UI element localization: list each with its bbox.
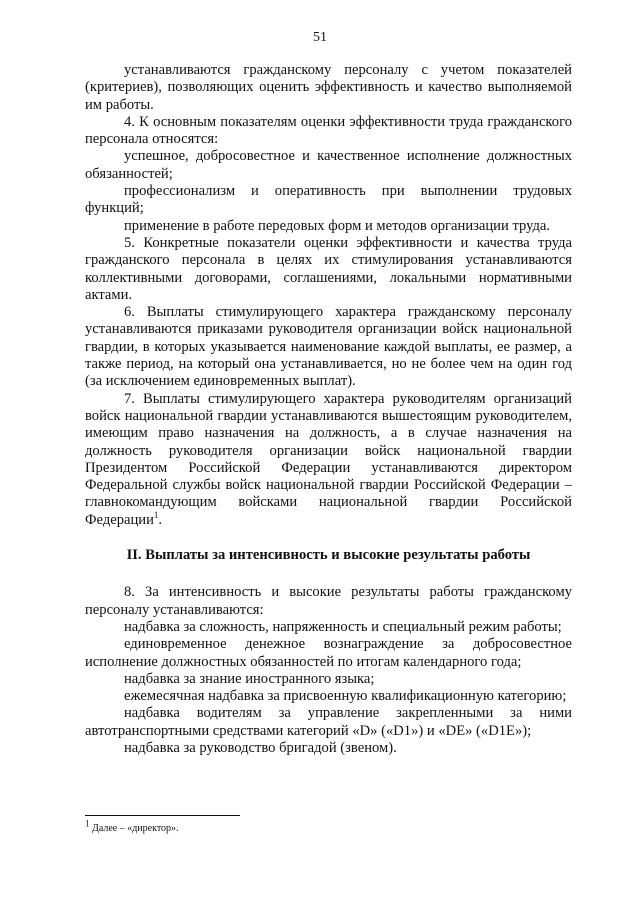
footnote-text: Далее – «директор». [92,823,179,834]
paragraph: надбавка водителям за управление закрепленными за ними автотранспортными средствами категорий «D» («D1») и «DE» («D1E»); [85,705,572,739]
document-body [85,62,572,757]
paragraph: надбавка за знание иностранного языка; [124,670,375,687]
paragraph: 4. К основным показателям оценки эффективности труда гражданского персонала относятся: [85,113,572,148]
footnote-reference: 1 [153,509,159,520]
paragraph: единовременное денежное вознаграждение за добросовестное исполнение должностных обязанностей по итогам календарного года; [85,636,572,670]
paragraph-with-footnote: 7. Выплаты стимулирующего характера руководителям организаций войск национальной гвардии устанавливаются вышестоящим руководителем, имеющим право назначения на должность, а в случае назначения на должность руководителя организации войск национальной гвардии Президентом Российской Федерации устанавливаются директором Федеральной службы войск национальной гвардии Российской Федерации – главнокомандующим войсками национальной гвардии Российской Федерации$^1$. [85,390,572,528]
paragraph-text: 7. Выплаты стимулирующего характера руководителям организаций войск национальной гвардии устанавливаются вышестоящим руководителем, имеющим право назначения на должность, а в случае назначения на должность руководителя организации войск национальной гвардии Президентом Российской Федерации устанавливаются директором Федеральной службы войск национальной гвардии Российской Федерации – главнокомандующим войсками национальной гвардии Российской Федерации [85,390,572,528]
paragraph: применение в работе передовых форм и методов организации труда. [124,217,551,234]
paragraph: надбавка за сложность, напряженность и специальный режим работы; [124,618,562,635]
paragraph: ежемесячная надбавка за присвоенную квалификационную категорию; [124,688,567,705]
paragraph: 6. Выплаты стимулирующего характера гражданскому персоналу устанавливаются приказами руководителя организации войск национальной гвардии, в которых указывается наименование каждой выплаты, ее размер, а также период, на который она устанавливается, но не более чем на один год (за исключением единовременных выплат). [85,304,572,390]
footnote [85,818,179,834]
paragraph: профессионализм и оперативность при выполнении трудовых функций; [85,183,572,217]
paragraph: 8. За интенсивность и высокие результаты работы гражданскому персоналу устанавливаются: [85,584,572,618]
paragraph: надбавка за руководство бригадой (звеном). [124,739,397,756]
paragraph: успешное, добросовестное и качественное исполнение должностных обязанностей; [85,148,572,182]
paragraph: 5. Конкретные показатели оценки эффективности и качества труда гражданского персонала в целях их стимулирования устанавливаются коллективными договорами, соглашениями, локальными нормативными актами. [85,234,572,303]
footnote-marker: 1 [85,818,90,829]
footnote-divider [85,815,240,816]
section-heading: II. Выплаты за интенсивность и высокие результаты работы [126,547,531,564]
paragraph: устанавливаются гражданскому персоналу с учетом показателей (критериев), позволяющих оценить эффективность и качество выполняемой им работы. [85,62,572,113]
page-number: 51 [313,30,327,45]
